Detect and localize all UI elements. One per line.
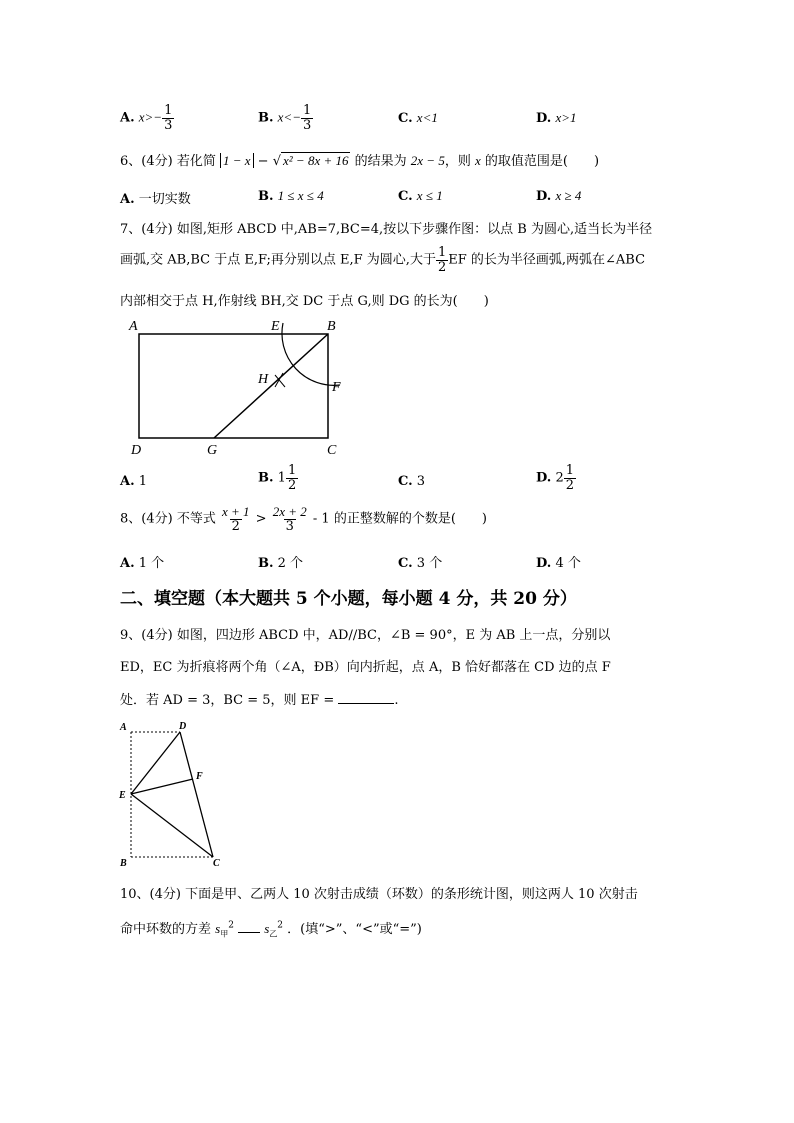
answer-blank[interactable] — [338, 703, 394, 704]
option-text: 1 ≤ x ≤ 4 — [277, 188, 324, 203]
result-expression: 2x − 5 — [410, 153, 445, 168]
q6-option-a — [120, 188, 191, 207]
q7-rectangle-figure — [125, 315, 350, 460]
fraction — [162, 104, 174, 132]
question-text: 8、(4分) 不等式 — [120, 511, 216, 527]
option-label: C. — [398, 189, 413, 204]
answer-blank[interactable] — [238, 932, 260, 933]
option-label: A. — [120, 110, 135, 126]
fraction-denominator: 3 — [164, 117, 173, 133]
option-text: 一切实数 — [138, 192, 191, 207]
fraction — [220, 505, 252, 533]
fraction-denominator: 3 — [302, 117, 312, 133]
question-text: 画弧,交 AB,BC 于点 E,F;再分别以点 E,F 为圆心,大于 — [120, 252, 436, 268]
label-f: F — [196, 771, 203, 782]
option-label: C. — [398, 474, 413, 489]
label-d: D — [179, 721, 187, 732]
q8-option-d — [536, 552, 581, 571]
q7-option-b — [258, 464, 298, 492]
question-text: 的结果为 — [354, 154, 407, 169]
fraction-denominator: 3 — [285, 518, 294, 534]
q9-line-1: 9、(4分) 如图，四边形 ABCD 中，AD//BC，∠B = 90°，E 为 AB 上一点，分别以 — [120, 628, 611, 643]
fraction-numerator: 1 — [302, 103, 312, 118]
fraction — [286, 464, 298, 492]
option-label: A. — [120, 556, 135, 571]
label-g: G — [207, 443, 218, 458]
ray-bh — [214, 334, 328, 438]
question-text: 命中环数的方差 — [120, 922, 212, 937]
question-text: . — [394, 693, 399, 708]
q7-line-2 — [120, 246, 645, 274]
label-b: B — [327, 319, 336, 334]
option-math: x<1 — [416, 110, 438, 125]
option-text: 1 — [138, 474, 148, 489]
label-f: F — [332, 380, 341, 395]
option-math: x>− — [138, 109, 163, 125]
sqrt-sign: √ — [272, 154, 281, 169]
option-label: C. — [398, 556, 413, 571]
option-text: x ≥ 4 — [555, 188, 582, 203]
label-h: H — [258, 372, 269, 387]
q5-option-d — [536, 110, 577, 126]
q8-question — [120, 505, 487, 533]
fraction — [271, 505, 309, 533]
superscript: 2 — [277, 920, 284, 931]
fraction-numerator: x + 1 — [221, 504, 250, 519]
q8-option-b — [258, 552, 303, 571]
label-c: C — [213, 858, 220, 868]
fraction-denominator: 2 — [287, 477, 297, 493]
option-label: B. — [258, 189, 274, 204]
option-label: B. — [258, 110, 274, 126]
fold-ed — [131, 732, 180, 794]
subscript: 甲 — [220, 929, 229, 939]
question-text: 6、(4分) 若化简 — [120, 154, 216, 169]
q6-option-d — [536, 188, 581, 204]
fraction-numerator: 1 — [287, 463, 297, 478]
question-text: 处．若 AD = 3，BC = 5，则 EF = — [120, 693, 335, 708]
q7-line-1: 7、(4分) 如图,矩形 ABCD 中,AB=7,BC=4,按以下步骤作图：以点 B 为圆心,适当长为半径 — [120, 222, 653, 237]
arc-mark-2 — [275, 373, 283, 387]
fraction — [564, 464, 576, 492]
option-text: 3 — [416, 474, 426, 489]
question-text: EF 的长为半径画弧,两弧在∠ABC — [448, 252, 646, 268]
q8-option-a — [120, 552, 164, 571]
fold-ec — [131, 794, 213, 857]
option-label: D. — [536, 111, 552, 126]
q7-option-d — [536, 464, 576, 492]
option-label: D. — [536, 470, 552, 486]
variance-symbol: s — [215, 921, 221, 936]
q5-option-c — [398, 110, 438, 126]
q6-option-c — [398, 188, 443, 204]
option-text: 1 个 — [138, 556, 165, 571]
label-e: E — [271, 319, 280, 334]
option-label: B. — [258, 470, 274, 486]
option-label: C. — [398, 111, 413, 126]
q10-line-2 — [120, 918, 422, 940]
q7-option-a — [120, 474, 147, 489]
subscript: 乙 — [269, 929, 278, 939]
fraction-denominator: 2 — [231, 518, 240, 534]
question-text: 的取值范围是( ) — [484, 154, 600, 169]
rectangle-abcd — [139, 334, 328, 438]
option-text: 4 个 — [555, 556, 581, 571]
option-whole: 1 — [277, 470, 286, 486]
fraction-numerator: 1 — [164, 103, 173, 118]
label-a: A — [120, 722, 127, 733]
q8-option-c — [398, 552, 442, 571]
section-title: 二、填空题（本大题共 5 个小题，每小题 4 分，共 20 分） — [120, 589, 577, 609]
fraction-numerator: 2x + 2 — [272, 504, 307, 519]
superscript: 2 — [228, 920, 234, 931]
sqrt-expression: x² − 8x + 16 — [283, 153, 349, 168]
label-b: B — [120, 858, 127, 868]
q6-option-b — [258, 188, 324, 204]
option-math: x<− — [277, 109, 301, 125]
q6-question — [120, 150, 599, 169]
option-text: 2 个 — [277, 556, 304, 571]
option-text: x ≤ 1 — [416, 188, 443, 203]
q5-option-a — [120, 104, 174, 132]
fraction-denominator: 2 — [437, 259, 447, 275]
question-text: - 1 的正整数解的个数是( ) — [312, 511, 487, 527]
option-text: 3 个 — [416, 556, 443, 571]
fraction — [436, 246, 448, 274]
question-text: ．(填“>”、“<”或“=”) — [287, 922, 422, 937]
fraction-denominator: 2 — [565, 477, 575, 493]
q9-line-3 — [120, 689, 399, 708]
fraction-numerator: 1 — [437, 245, 447, 260]
q5-option-b — [258, 104, 313, 132]
option-label: D. — [536, 189, 552, 204]
greater-than-sign: > — [255, 511, 267, 527]
q9-quadrilateral-figure — [115, 718, 230, 868]
label-c: C — [327, 443, 337, 458]
option-math: x>1 — [555, 110, 577, 125]
q9-line-2: ED，EC 为折痕将两个角（∠A，ĐB）向内折起，点 A，B 恰好都落在 CD 边的点 F — [120, 660, 611, 675]
absolute-value-expression: 1 − x — [220, 153, 254, 168]
q7-option-c — [398, 474, 425, 489]
option-label: A. — [120, 474, 135, 489]
edge-dc — [180, 732, 213, 857]
option-label: B. — [258, 556, 274, 571]
label-e: E — [119, 790, 126, 801]
q10-line-1: 10、(4分) 下面是甲、乙两人 10 次射击成绩（环数）的条形统计图，则这两人 10 次射击 — [120, 887, 638, 902]
option-label: A. — [120, 192, 135, 207]
minus-sign: − — [257, 154, 269, 169]
fraction — [301, 104, 313, 132]
option-whole: 2 — [555, 470, 564, 486]
option-label: D. — [536, 556, 552, 571]
question-text: ，则 — [444, 154, 471, 169]
variable: x — [474, 153, 481, 168]
label-a: A — [129, 319, 138, 334]
variance-symbol: s — [264, 921, 270, 936]
fraction-numerator: 1 — [565, 463, 575, 478]
label-d: D — [131, 443, 142, 458]
q7-line-3: 内部相交于点 H,作射线 BH,交 DC 于点 G,则 DG 的长为( ) — [120, 294, 489, 309]
